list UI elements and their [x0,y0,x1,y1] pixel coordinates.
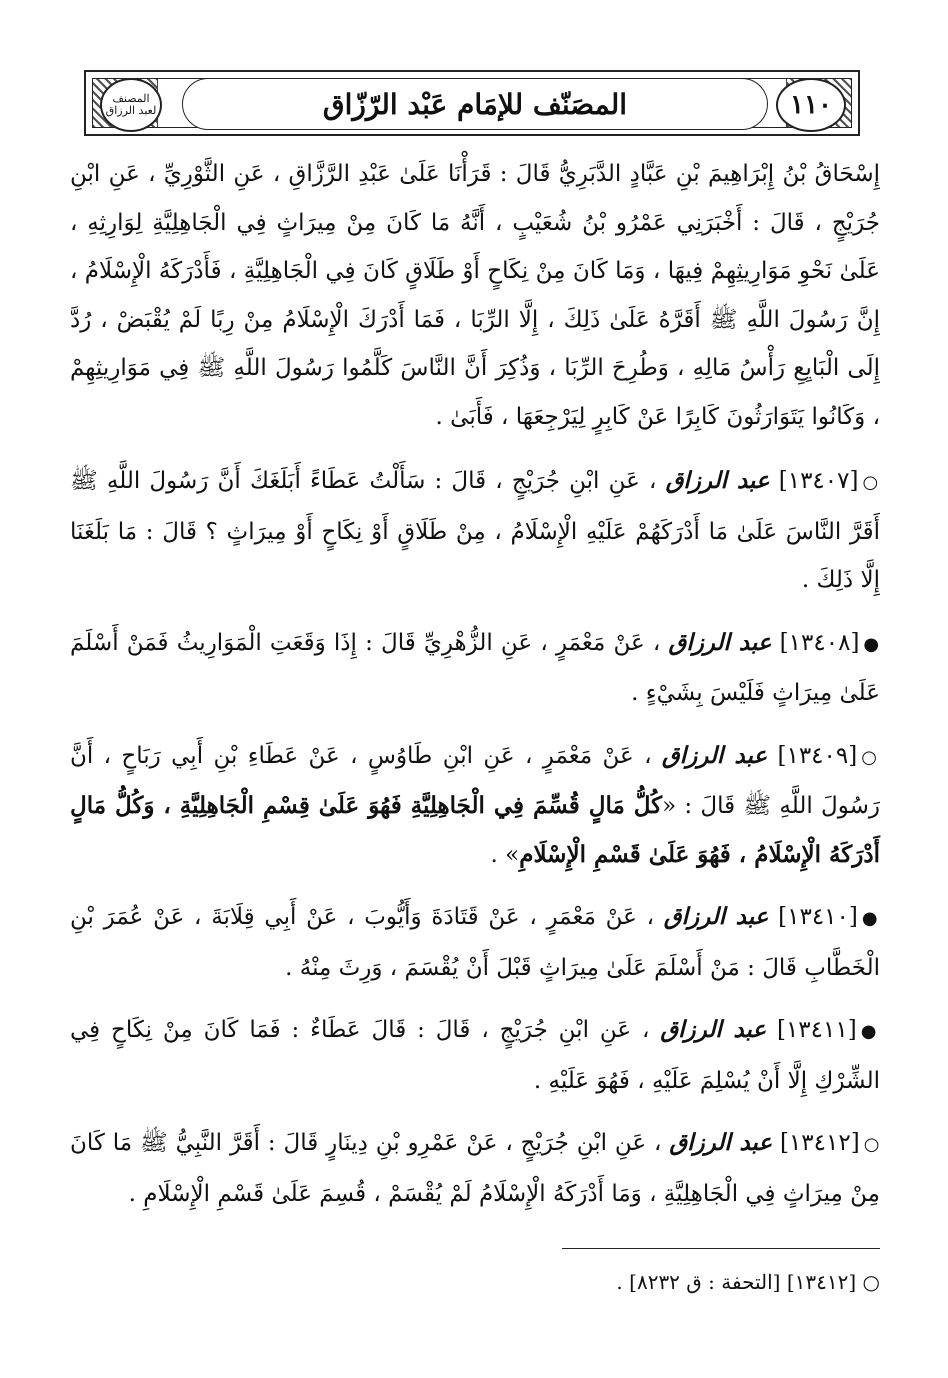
hadith-13410 [70,893,880,992]
author-name: عبد الرزاق [665,467,770,494]
footnote [400,1262,880,1302]
book-medallion [100,78,162,132]
paragraph-text-end: » . [490,841,520,868]
bullet-marker-icon: ● [863,633,880,655]
hadith-13408 [70,619,880,718]
paragraph-text: ، عَنْ مَعْمَرٍ ، عَنْ قَتَادَةَ وَأَيُّوبَ ، عَنْ أَبِي قِلَابَةَ ، عَنْ عُمَرَ بْنِ الْخَطَّابِ قَالَ : مَنْ أَسْلَمَ عَلَىٰ مِيرَاثٍ قَبْلَ أَنْ يُقْسَمَ ، وَرِثَ مِنْهُ . [70,904,880,981]
footnote-divider [562,1248,880,1249]
author-name: عبد الرزاق [668,628,772,656]
author-name: عبد الرزاق [661,741,768,769]
prophetic-saying: كُلُّ مَالٍ قُسِّمَ فِي الْجَاهِلِيَّةِ فَهُوَ عَلَىٰ قِسْمِ الْجَاهِلِيَّةِ ، وَكُلُّ مَالٍ أَدْرَكَهُ الْإِسْلَامُ ، فَهُوَ عَلَىٰ قَسْمِ الْإِسْلَامِ [70,792,880,868]
paragraph-text: ، عَنِ ابْنِ جُرَيْجٍ ، قَالَ : سَأَلْتُ عَطَاءً أَبَلَغَكَ أَنَّ رَسُولَ اللَّهِ ﷺ أَقَرَّ النَّاسَ عَلَىٰ مَا أَدْرَكَهُمْ عَلَيْهِ الْإِسْلَامُ ، مِنْ طَلَاقٍ أَوْ نِكَاحٍ أَوْ مِيرَاثٍ ؟ قَالَ : مَا بَلَغَنَا إِلَّا ذَلِكَ . [70,468,880,593]
hadith-number: [١٣٤١١] [776,1017,857,1043]
paragraph-text: ، عَنِ ابْنِ جُرَيْجٍ ، عَنْ عَمْرِو بْنِ دِينَارٍ قَالَ : أَقَرَّ النَّبِيُّ ﷺ مَا كَانَ مِنْ مِيرَاثٍ فِي الْجَاهِلِيَّةِ ، وَمَا أَدْرَكَهُ الْإِسْلَامُ لَمْ يُقْسَمْ ، قُسِمَ عَلَىٰ قَسْمِ الْإِسْلَامِ . [70,1130,880,1207]
bullet-marker-icon: ● [861,908,881,929]
circle-marker-icon: ○ [863,1134,880,1155]
hadith-13409 [70,732,880,880]
author-name: عبد الرزاق [669,1129,773,1156]
running-title: المصَنّف للإمَام عَبْد الرّزّاق [322,87,628,121]
hadith-number: [١٣٤٠٧] [778,468,859,494]
page-body [70,150,880,1232]
author-name: عبد الرزاق [663,903,769,930]
hadith-number: [١٣٤٠٩] [777,742,858,769]
circle-marker-icon: ○ [862,472,881,493]
page-number [776,78,846,132]
footnote-text: ○ [١٣٤١٢] [التحفة : ق ٨٢٣٢] . [616,1270,880,1294]
bullet-marker-icon: ● [860,1021,881,1042]
running-title-cartouche [182,78,768,130]
hadith-13407 [70,457,880,605]
hadith-number: [١٣٤١٠] [778,904,858,930]
paragraph-continuation [70,150,880,441]
hadith-number: [١٣٤١٢] [779,1130,860,1156]
author-name: عبد الرزاق [660,1016,767,1043]
paragraph-text: ، عَنْ مَعْمَرٍ ، عَنِ الزُّهْرِيِّ قَالَ : إِذَا وَقَعَتِ الْمَوَارِيثُ فَمَنْ أَسْلَمَ عَلَىٰ مِيرَاثٍ فَلَيْسَ بِشَيْءٍ . [70,629,880,706]
circle-marker-icon: ○ [861,746,880,768]
page-number-text: ١١٠ [790,90,832,120]
hadith-number: [١٣٤٠٨] [779,629,860,656]
hadith-13412 [70,1119,880,1218]
paragraph-text: ، عَنِ ابْنِ جُرَيْجٍ ، قَالَ : قَالَ عَطَاءٌ : فَمَا كَانَ مِنْ نِكَاحٍ فِي الشِّرْكِ إِلَّا أَنْ يُسْلِمَ عَلَيْهِ ، فَهُوَ عَلَيْهِ . [70,1017,880,1094]
hadith-13411 [70,1006,880,1105]
medallion-text: المصنف لعبد الرزاق [105,92,157,117]
paragraph-text: ، عَنْ مَعْمَرٍ ، عَنِ ابْنِ طَاوُسٍ ، عَنْ عَطَاءِ بْنِ أَبِي رَبَاحٍ ، أَنَّ رَسُولَ اللَّهِ ﷺ قَالَ : « [70,742,880,819]
paragraph-text: إِسْحَاقُ بْنُ إِبْرَاهِيمَ بْنِ عَبَّادٍ الدَّبَرِيُّ قَالَ : قَرَأْنَا عَلَىٰ عَبْدِ الرَّزَّاقِ ، عَنِ الثَّوْرِيِّ ، عَنِ ابْنِ جُرَيْجٍ ، قَالَ : أَخْبَرَنِي عَمْرُو بْنُ شُعَيْبٍ ، أَنَّهُ مَا كَانَ مِنْ مِيرَاثٍ فِي الْجَاهِلِيَّةِ لِوَارِثِهِ ، عَلَىٰ نَحْوِ مَوَارِيثِهِمْ فِيهَا ، وَمَا كَانَ مِنْ نِكَاحٍ أَوْ طَلَاقٍ كَانَ فِي الْجَاهِلِيَّةِ ، فَأَدْرَكَهُ الْإِسْلَامُ ، إِنَّ رَسُولَ اللَّهِ ﷺ أَقَرَّهُ عَلَىٰ ذَلِكَ ، إِلَّا الرِّبَا ، فَمَا أَدْرَكَ الْإِسْلَامُ مِنْ رِبًا لَمْ يُقْبَضْ ، رُدَّ إِلَى الْبَايِعِ رَأْسُ مَالِهِ ، وَطُرِحَ الرِّبَا ، وَذُكِرَ أَنَّ النَّاسَ كَلَّمُوا رَسُولَ اللَّهِ ﷺ فِي مَوَارِيثِهِمْ ، وَكَانُوا يَتَوَارَثُونَ كَابِرًا عَنْ كَابِرٍ لِيَرْجِعَهَا ، فَأَبَىٰ . [70,161,880,430]
